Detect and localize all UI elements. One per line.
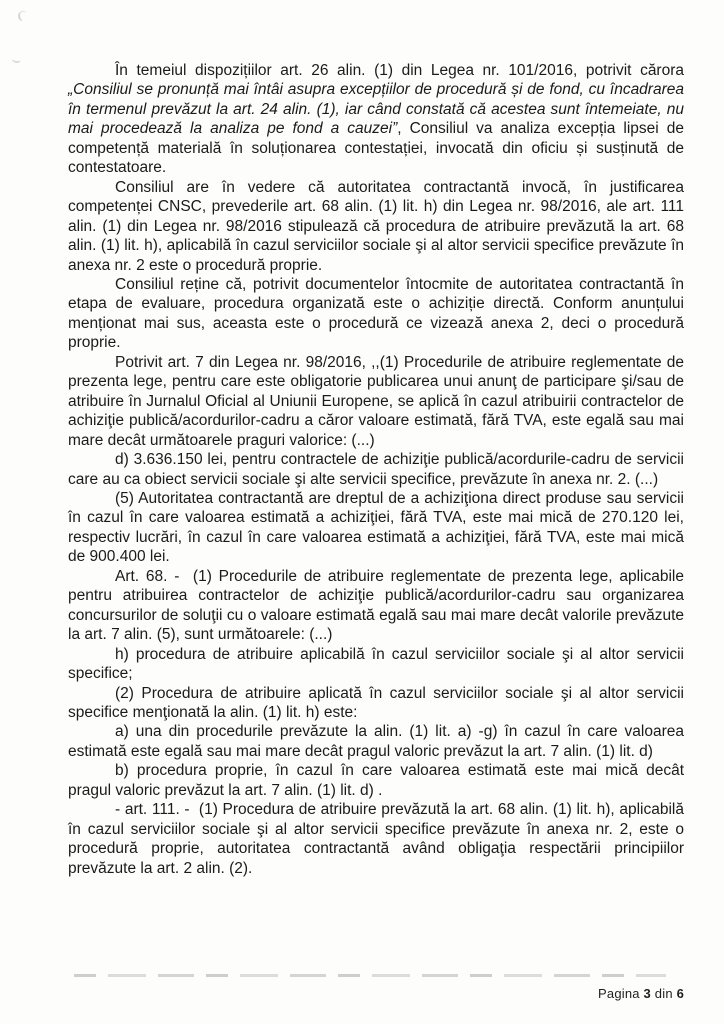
paragraph [68, 61, 684, 178]
paragraph [68, 275, 684, 353]
paragraph [68, 722, 684, 761]
text-run: b) procedura proprie, în cazul în care valoarea estimată este mai mică decât pragul valoric prevăzut la art. 7 alin. (1) lit. d) . [68, 762, 684, 799]
paragraph [68, 567, 684, 645]
paragraph [68, 450, 684, 489]
paragraph [68, 761, 684, 800]
text-run: d) 3.636.150 lei, pentru contractele de achiziţie publică/acordurile-cadru de servicii care au ca obiect servicii sociale şi alte servicii specifice, prevăzute în anexa nr. 2. (...) [68, 451, 684, 488]
text-run: Consiliul are în vedere că autoritatea contractantă invocă, în justificarea competenței CNSC, prevederile art. 68 alin. (1) lit. h) din Legea nr. 98/2016, ale art. 111 alin. (1) din Legea nr. 98/2016 stipulează că procedura de atribuire prevăzută la art. 68 alin. (1) lit. h), aplicabilă în cazul serviciilor sociale şi al altor servicii specifice prevăzute în anexa nr. 2 este o procedură proprie. [68, 178, 684, 274]
paragraph [68, 353, 684, 450]
quoted-italic-text: „Consiliul se pronunță mai întâi asupra excepțiilor de procedură și de fond, cu încadrarea în termenul prevăzut la art. 24 alin. (1), iar când constată că acestea sunt întemeiate, nu mai procedează la analiza pe fond a cauzei” [68, 81, 684, 138]
scan-speck-artifact [12, 55, 22, 63]
paragraph [68, 178, 684, 275]
footer-separator: din [654, 986, 673, 1001]
text-run: h) procedura de atribuire aplicabilă în cazul serviciilor sociale şi al altor servicii specifice; [68, 645, 684, 683]
document-text [68, 61, 684, 878]
text-run: - art. 111. - (1) Procedura de atribuire prevăzută la art. 68 alin. (1) lit. h), aplicabilă în cazul serviciilor sociale şi al altor servicii specifice prevăzute în anexa nr. 2, este o procedură proprie, autoritatea contractantă având obligaţia respectării principiilor prevăzute la art. 2 alin. (2). [68, 801, 684, 877]
text-run: a) una din procedurile prevăzute la alin. (1) lit. a) -g) în cazul în care valoarea estimată este egală sau mai mare decât pragul valoric prevăzut la art. 7 alin. (1) lit. d) [68, 723, 684, 760]
text-run: În temeiul dispozițiilor art. 26 alin. (1) din Legea nr. 101/2016, potrivit cărora [115, 62, 684, 79]
paragraph [68, 800, 684, 878]
footer-page-number: 3 [643, 986, 651, 1001]
scan-speck-artifact [17, 10, 28, 22]
page-footer [598, 986, 684, 1001]
paragraph [68, 684, 684, 723]
scan-streak-artifact [74, 974, 666, 977]
footer-total-pages: 6 [676, 986, 684, 1001]
text-run: , Consiliul va analiza excepția lipsei de competență materială în soluționarea contestației, invocată din oficiu și susținută de contestatoare. [68, 120, 684, 177]
paragraph [68, 645, 684, 684]
text-run: Potrivit art. 7 din Legea nr. 98/2016, ,,(1) Procedurile de atribuire reglementate de prezenta lege, pentru care este obligatorie publicarea unui anunţ de participare şi/sau de atribuire în Jurnalul Oficial al Uniunii Europene, se aplică în cazul atribuirii contractelor de achiziţie publică/acordurilor-cadru a căror valoare estimată, fără TVA, este egală sau mai mare decât următoarele praguri valorice: (...) [68, 353, 684, 449]
footer-page-label: Pagina [598, 986, 640, 1001]
text-run: Consiliul reține că, potrivit documentelor întocmite de autoritatea contractantă în etapa de evaluare, procedura organizată este o achiziție directă. Conform anunțului menționat mai sus, aceasta este o procedură ce vizează anexa 2, deci o procedură proprie. [68, 275, 684, 352]
text-run: Art. 68. - (1) Procedurile de atribuire reglementate de prezenta lege, aplicabile pentru atribuirea contractelor de achiziţie publică/acordurilor-cadru sau organizarea concursurilor de soluţii cu o valoare estimată egală sau mai mare decât valorile prevăzute la art. 7 alin. (5), sunt următoarele: (...) [68, 567, 684, 644]
text-run: (5) Autoritatea contractantă are dreptul de a achiziţiona direct produse sau servicii în cazul în care valoarea estimată a achiziţiei, fără TVA, este mai mică de 270.120 lei, respectiv lucrări, în cazul în care valoarea estimată a achiziţiei, fără TVA, este mai mică de 900.400 lei. [68, 489, 684, 566]
paragraph [68, 489, 684, 567]
text-run: (2) Procedura de atribuire aplicată în cazul serviciilor sociale şi al altor servicii specifice menţionată la alin. (1) lit. h) este: [68, 684, 684, 721]
